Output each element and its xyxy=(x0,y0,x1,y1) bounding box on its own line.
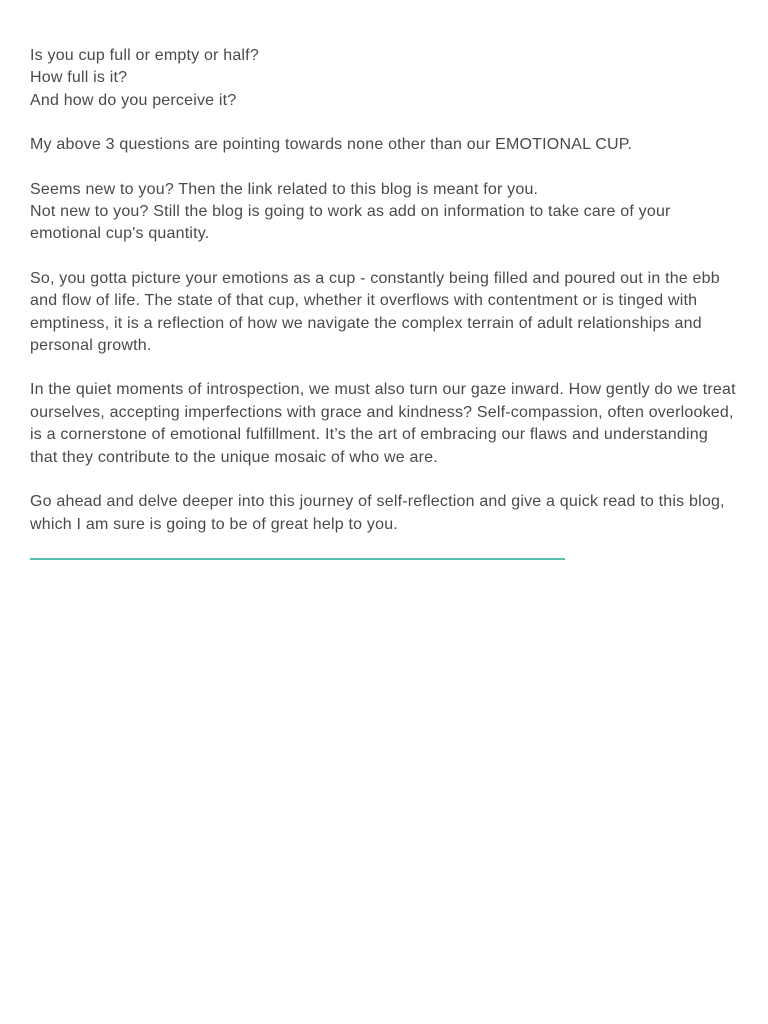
paragraph-text: My above 3 questions are pointing towards none other than our EMOTIONAL CUP. xyxy=(30,136,633,154)
intro-line-3: And how do you perceive it? xyxy=(30,91,237,109)
paragraph-text: In the quiet moments of introspection, we must also turn our gaze inward. How gently do we treat ourselves, accepting imperfections with grace and kindness? Self-compassion, often overlooked, is a cornerstone of emotional fulfillment. It’s the art of embracing our flaws and understanding that they contribute to the unique mosaic of who we are. xyxy=(30,381,736,466)
paragraph-closing xyxy=(30,491,738,536)
intro-questions xyxy=(30,45,738,112)
intro-line-1: Is you cup full or empty or half? xyxy=(30,47,259,64)
paragraph-introspection xyxy=(30,379,738,469)
paragraph-text: Go ahead and delve deeper into this journey of self-reflection and give a quick read to this blog, which I am sure is going to be of great help to you. xyxy=(30,493,725,533)
new-line-2: Not new to you? Still the blog is going to work as add on information to take care of your emotional cup's quantity. xyxy=(30,203,671,243)
new-line-1: Seems new to you? Then the link related to this blog is meant for you. xyxy=(30,180,539,198)
paragraph-emotional-cup xyxy=(30,134,738,156)
paragraph-picture-emotions xyxy=(30,268,738,358)
paragraph-text: So, you gotta picture your emotions as a cup - constantly being filled and poured out in the ebb and flow of life. The state of that cup, whether it overflows with contentment or is tinged with emptiness, it is a reflection of how we navigate the complex terrain of adult relationships and personal growth. xyxy=(30,269,720,355)
intro-line-2: How full is it? xyxy=(30,69,128,87)
divider-line xyxy=(30,558,565,560)
paragraph-new-to-you xyxy=(30,179,738,246)
